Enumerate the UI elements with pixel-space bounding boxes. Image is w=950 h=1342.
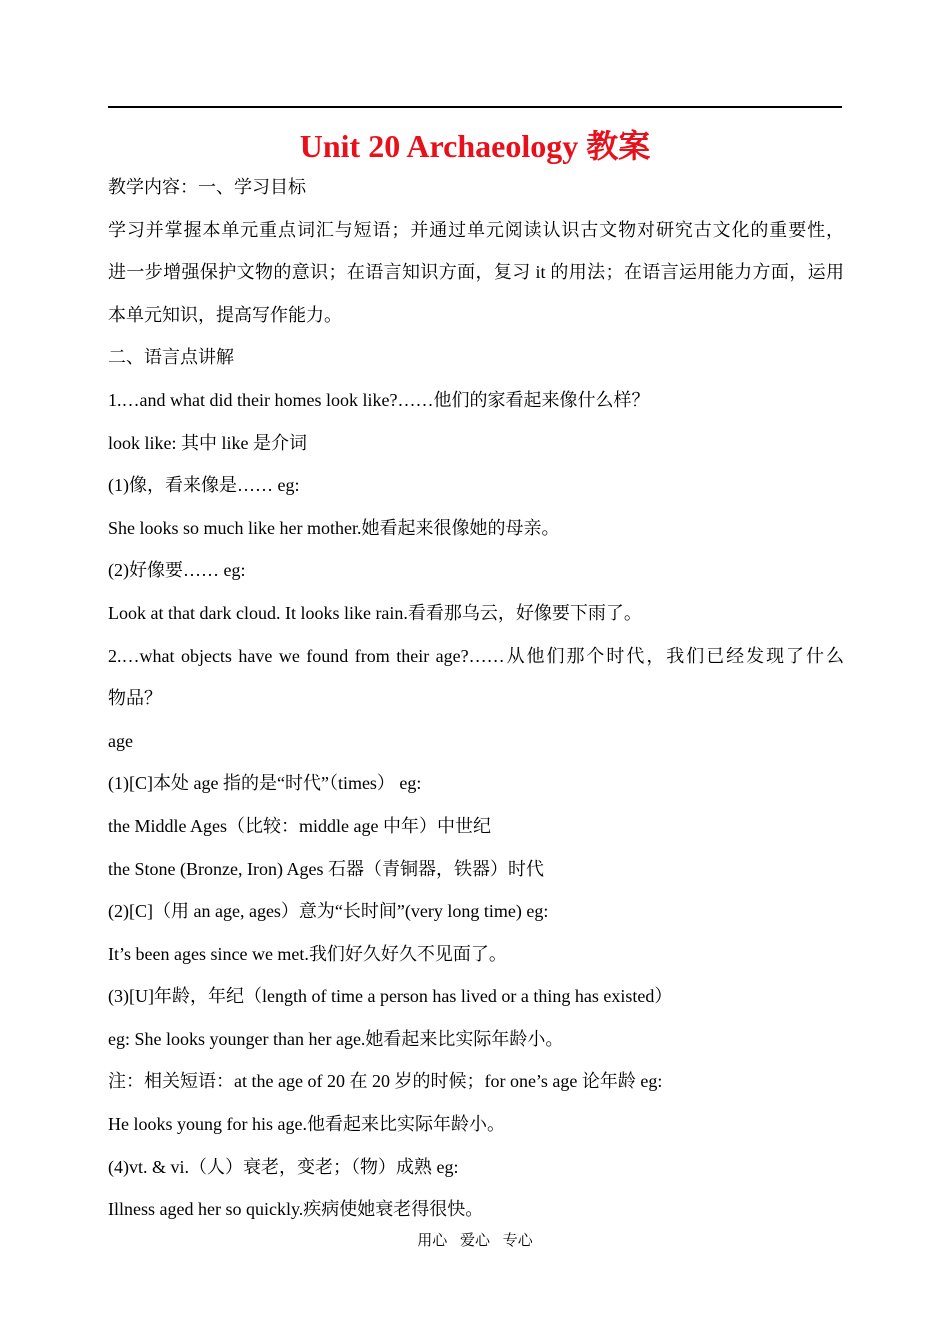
- text-line: (1)[C]本处 age 指的是“时代”（times） eg:: [108, 773, 422, 794]
- document-body: [108, 166, 844, 1231]
- text-line: She looks so much like her mother.她看起来很像她的母亲。: [108, 517, 560, 538]
- text-line: 2.…what objects have we found from their age?……从他们那个时代，我们已经发现了什么: [108, 645, 844, 666]
- text-line: 本单元知识，提高写作能力。: [108, 304, 342, 325]
- document-title: Unit 20 Archaeology 教案: [299, 128, 651, 164]
- text-line: the Stone (Bronze, Iron) Ages 石器（青铜器，铁器）时代: [108, 858, 544, 879]
- text-line: (1)像，看来像是…… eg:: [108, 475, 300, 496]
- text-line: 1.…and what did their homes look like?……他们的家看起来像什么样？: [108, 389, 650, 410]
- text-line: age: [108, 730, 133, 751]
- text-line: It’s been ages since we met.我们好久好久不见面了。: [108, 943, 507, 964]
- text-line: 学习并掌握本单元重点词汇与短语；并通过单元阅读认识古文物对研究古文化的重要性，: [108, 219, 844, 240]
- text-line: 二、语言点讲解: [108, 347, 234, 368]
- text-line: eg: She looks younger than her age.她看起来比实际年龄小。: [108, 1028, 564, 1049]
- text-line: 注：相关短语：at the age of 20 在 20 岁的时候；for one’s age 论年龄 eg:: [108, 1071, 663, 1092]
- page-footer: 用心 爱心 专心: [417, 1231, 533, 1249]
- text-line: the Middle Ages（比较：middle age 中年）中世纪: [108, 815, 491, 836]
- text-line: (2)好像要…… eg:: [108, 560, 246, 581]
- text-line: 进一步增强保护文物的意识；在语言知识方面，复习 it 的用法；在语言运用能力方面，运用: [108, 262, 844, 283]
- text-line: 物品？: [108, 688, 162, 709]
- text-line: (2)[C]（用 an age, ages）意为“长时间”(very long time) eg:: [108, 901, 549, 922]
- text-line: (4)vt. & vi.（人）衰老，变老；（物）成熟 eg:: [108, 1156, 459, 1177]
- text-line: 教学内容：一、学习目标: [108, 177, 306, 197]
- text-line: (3)[U]年龄，年纪（length of time a person has lived or a thing has existed）: [108, 986, 673, 1007]
- text-line: Illness aged her so quickly.疾病使她衰老得很快。: [108, 1199, 484, 1220]
- header-rule: [108, 106, 842, 108]
- text-line: He looks young for his age.他看起来比实际年龄小。: [108, 1114, 505, 1135]
- text-line: Look at that dark cloud. It looks like rain.看看那乌云，好像要下雨了。: [108, 602, 642, 623]
- text-line: look like: 其中 like 是介词: [108, 432, 307, 453]
